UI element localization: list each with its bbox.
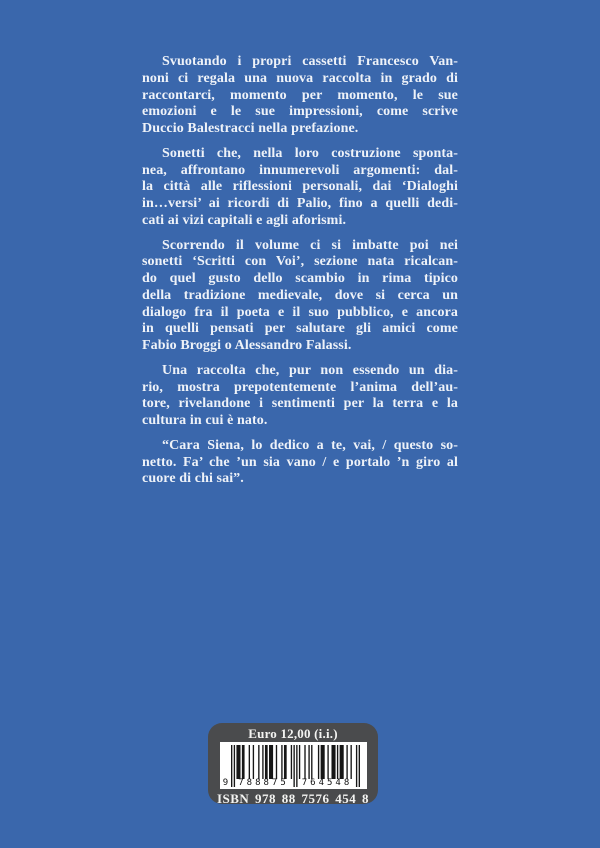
text-line: Fabio Broggi o Alessandro Falassi. bbox=[142, 338, 352, 353]
barcode-digits-group1: 788875 bbox=[238, 778, 289, 788]
barcode-leading-digit: 9 bbox=[222, 778, 229, 788]
text-line: noni ci regala una nuova raccolta in grado di bbox=[142, 70, 458, 86]
text-line: rio, mostra prepotentemente l’anima dell’au- bbox=[142, 379, 458, 395]
text-line: Scorrendo il volume ci si imbatte poi nei bbox=[162, 237, 458, 253]
barcode bbox=[220, 742, 367, 789]
price-label: Euro 12,00 (i.i.) bbox=[248, 726, 338, 741]
price-isbn-box bbox=[208, 723, 378, 804]
paragraph bbox=[142, 54, 458, 138]
text-line: della tradizione medievale, dove si cerca un bbox=[142, 287, 458, 303]
barcode-digits-group2: 764548 bbox=[301, 778, 353, 788]
text-line: dialogo fra il poeta e il suo pubblico, e ancora bbox=[142, 304, 458, 320]
paragraph bbox=[142, 146, 458, 230]
back-cover-blurb bbox=[142, 54, 458, 496]
text-line: cati ai vizi capitali e agli aforismi. bbox=[142, 212, 347, 228]
text-line: in…versi’ ai ricordi di Palio, fino a quelli dedi- bbox=[142, 196, 458, 211]
text-line: Svuotando i propri cassetti Francesco Van- bbox=[162, 54, 458, 69]
text-line: Sonetti che, nella loro costruzione sponta- bbox=[162, 145, 458, 161]
text-line: do quel gusto dello scambio in rima tipico bbox=[142, 271, 458, 286]
text-line: nea, affrontano innumerevoli argomenti: dal- bbox=[142, 162, 458, 178]
text-line: cultura in cui è nato. bbox=[142, 413, 268, 428]
isbn-label: ISBN 978 88 7576 454 8 bbox=[216, 791, 370, 806]
text-line: netto. Fa’ che ’un sia vano / e portalo ’n giro al bbox=[142, 454, 458, 470]
paragraph bbox=[142, 363, 458, 430]
paragraph bbox=[142, 438, 458, 488]
paragraph bbox=[142, 238, 458, 355]
text-line: la città alle riflessioni personali, dai ‘Dialoghi bbox=[142, 179, 458, 195]
text-line: Una raccolta che, pur non essendo un dia- bbox=[162, 362, 458, 378]
text-line: “Cara Siena, lo dedico a te, vai, / questo so- bbox=[162, 437, 458, 453]
text-line: sonetti ‘Scritti con Voi’, sezione nata ricalcan- bbox=[142, 254, 458, 270]
text-line: Duccio Balestracci nella prefazione. bbox=[142, 121, 359, 136]
text-line: cuore di chi sai”. bbox=[142, 471, 244, 487]
text-line: in quelli pensati per salutare gli amici come bbox=[142, 321, 458, 337]
text-line: tore, rivelandone i sentimenti per la terra e la bbox=[142, 396, 458, 412]
text-line: raccontarci, momento per momento, le sue bbox=[142, 87, 458, 103]
text-line: emozioni e le sue impressioni, come scrive bbox=[142, 104, 458, 120]
